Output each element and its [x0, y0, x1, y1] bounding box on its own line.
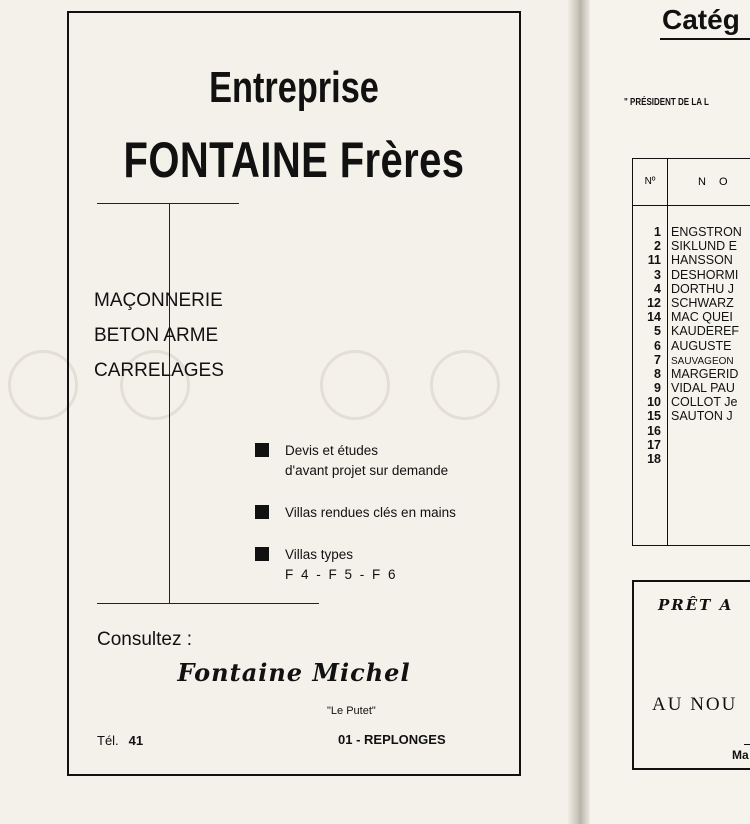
feature-line: d'avant projet sur demande: [285, 463, 449, 478]
bullet-square-icon: [255, 547, 269, 561]
feature-item: [255, 545, 456, 585]
table-row: [633, 452, 750, 466]
right-page: [590, 0, 750, 824]
table-row: [633, 409, 750, 423]
president-line: " PRÉSIDENT DE LA L: [624, 97, 709, 108]
entrant-number: 6: [654, 338, 661, 353]
advert-title-company: FONTAINE Frères: [123, 132, 465, 188]
entrant-number: 18: [647, 452, 661, 466]
service-item: MAÇONNERIE: [94, 290, 223, 311]
entrant-name: DESHORMI: [671, 267, 739, 282]
table-row: [633, 339, 750, 353]
entrant-name: HANSSON: [671, 253, 733, 268]
entrant-name: AUGUSTE: [671, 338, 732, 353]
column-header-name: N O: [668, 159, 750, 206]
tel-label: Tél.: [97, 733, 119, 748]
table-row: [633, 395, 750, 409]
table-row: [633, 424, 750, 438]
table-row: [633, 268, 750, 282]
entrant-number: 10: [647, 395, 661, 410]
table-row: [633, 239, 750, 253]
horizontal-rule: [744, 744, 750, 745]
table-rows: [633, 225, 750, 466]
entrant-number: 12: [647, 295, 661, 310]
entrant-number: 11: [647, 253, 661, 268]
entrant-number: 7: [654, 352, 661, 367]
table-row: [633, 367, 750, 381]
table-row: [633, 225, 750, 239]
feature-line: Devis et études: [285, 443, 379, 458]
entrant-number: 16: [647, 423, 661, 438]
entrant-name: SCHWARZ: [671, 295, 734, 310]
entrant-name: MAC QUEI: [671, 310, 733, 325]
entrants-table: [632, 158, 750, 546]
postcode-city: 01 - REPLONGES: [338, 732, 446, 747]
table-row: [633, 438, 750, 452]
column-header-number: Nº: [633, 159, 668, 206]
entrant-name: MARGERID: [671, 366, 739, 381]
entrant-name: ENGSTRON: [671, 225, 742, 239]
advert-title-entreprise: Entreprise: [209, 63, 379, 112]
entrant-number: 14: [647, 310, 661, 325]
table-row: [633, 253, 750, 267]
table-row: [633, 324, 750, 338]
service-item: BETON ARME: [94, 325, 219, 346]
feature-line: F 4 - F 5 - F 6: [285, 567, 398, 582]
entrant-name: SAUTON J: [671, 409, 733, 424]
table-row: [633, 381, 750, 395]
feature-item: [255, 441, 456, 481]
pret-box: [632, 580, 750, 770]
entrant-number: 2: [654, 239, 661, 254]
contact-name: Fontaine Michel: [177, 658, 411, 687]
entrant-number: 4: [654, 281, 661, 296]
pret-text: PRÊT A: [658, 596, 734, 614]
feature-line: Villas rendues clés en mains: [285, 505, 456, 520]
feature-item: [255, 503, 456, 523]
ma-text: Ma: [732, 748, 749, 762]
consult-label: Consultez :: [97, 629, 193, 650]
features-list: [255, 441, 456, 607]
entrant-name: VIDAL PAU: [671, 381, 735, 396]
vertical-rule: [169, 203, 170, 603]
bullet-square-icon: [255, 505, 269, 519]
locality: "Le Putet": [327, 705, 376, 717]
telephone: [97, 733, 143, 748]
category-title: Catég: [662, 4, 740, 35]
title-underline: [660, 38, 750, 40]
au-text: AU NOU: [652, 694, 738, 715]
entrant-number: 8: [654, 366, 661, 381]
advert-box: [67, 11, 521, 776]
table-row: [633, 282, 750, 296]
bullet-square-icon: [255, 443, 269, 457]
table-row: [633, 353, 750, 367]
tel-number: 41: [128, 733, 144, 748]
entrant-number: 3: [654, 267, 661, 282]
entrant-name: DORTHU J: [671, 281, 734, 296]
horizontal-rule: [97, 203, 239, 204]
services-list: [94, 283, 224, 388]
entrant-number: 1: [654, 225, 661, 239]
entrant-number: 9: [654, 381, 661, 396]
table-row: [633, 310, 750, 324]
entrant-name: SIKLUND E: [671, 239, 737, 254]
entrant-number: 5: [654, 324, 661, 339]
entrant-name: KAUDEREF: [671, 324, 740, 339]
feature-line: Villas types: [285, 547, 354, 562]
entrant-number: 15: [647, 409, 661, 424]
entrant-name: SAUVAGEON: [671, 355, 734, 367]
table-row: [633, 296, 750, 310]
service-item: CARRELAGES: [94, 360, 224, 381]
entrant-name: COLLOT Je: [671, 395, 738, 410]
book-spine: [568, 0, 590, 824]
entrant-number: 17: [647, 437, 661, 452]
